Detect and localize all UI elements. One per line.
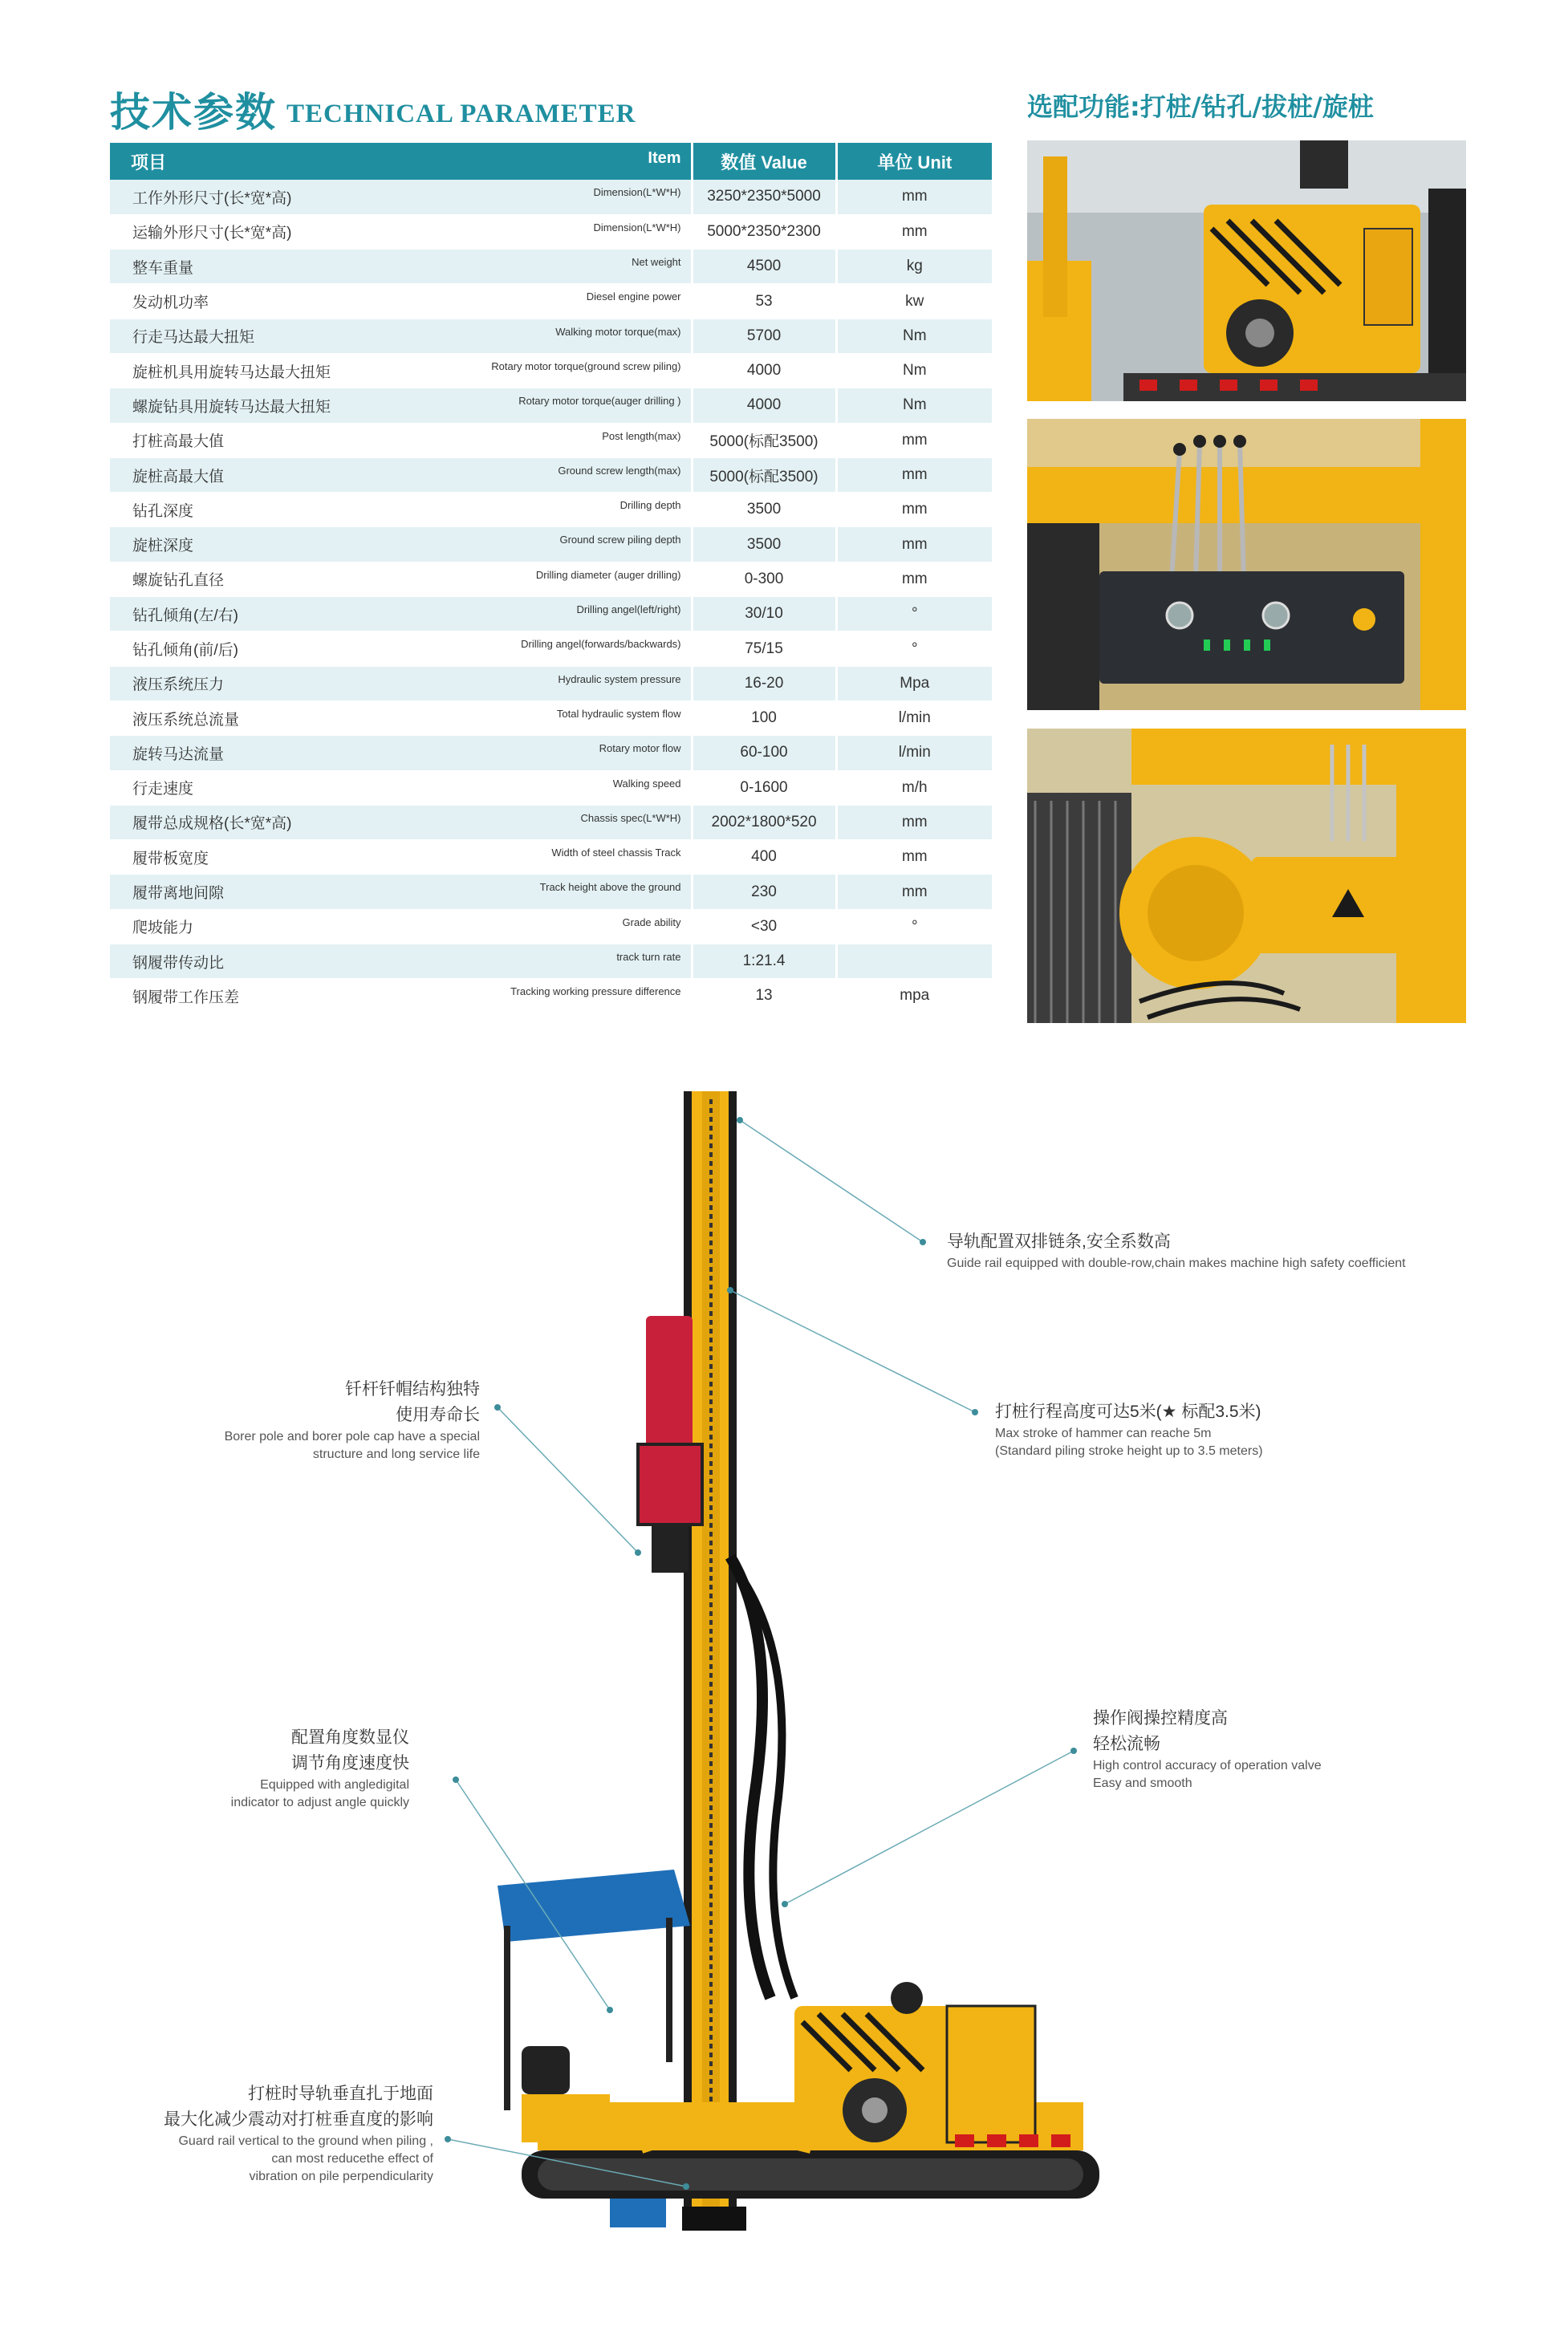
param-unit: kg [836, 250, 992, 284]
header-item [110, 143, 692, 180]
table-row [110, 909, 992, 944]
param-unit: ° [836, 597, 992, 631]
param-unit: Mpa [836, 666, 992, 700]
param-name-cn: 发动机功率 [110, 284, 351, 319]
table-row [110, 805, 992, 839]
param-name-cn: 液压系统压力 [110, 666, 351, 700]
header-item-cn: 项目 [131, 152, 167, 173]
callout-stroke-en1: Max stroke of hammer can reache 5m [995, 1427, 1212, 1440]
param-unit: mm [836, 493, 992, 527]
param-name-en: Rotary motor torque(ground screw piling) [351, 353, 692, 388]
param-unit: mm [836, 840, 992, 875]
param-value: 30/10 [692, 597, 836, 631]
param-unit: Nm [836, 319, 992, 353]
callout-angle-cn1: 配置角度数显仪 [291, 1728, 409, 1747]
param-value: 0-1600 [692, 770, 836, 805]
param-value: 5000*2350*2300 [692, 214, 836, 249]
table-header-row [110, 143, 992, 180]
callout-angle-en2: indicator to adjust angle quickly [230, 1796, 409, 1809]
table-row [110, 180, 992, 214]
param-value: 2002*1800*520 [692, 805, 836, 839]
header-item-en: Item [648, 148, 681, 167]
callout-angle-indicator [185, 1725, 409, 1812]
param-unit: mm [836, 423, 992, 457]
param-name-en: Tracking working pressure difference [351, 979, 692, 1013]
table-row [110, 284, 992, 319]
param-value: 53 [692, 284, 836, 319]
param-unit: kw [836, 284, 992, 319]
table-row [110, 562, 992, 596]
table-row [110, 250, 992, 284]
callout-borer-cn1: 钎杆钎帽结构独特 [345, 1380, 480, 1399]
param-name-en: Chassis spec(L*W*H) [351, 805, 692, 839]
param-name-cn: 打桩高最大值 [110, 423, 351, 457]
param-unit: l/min [836, 700, 992, 735]
table-row [110, 944, 992, 979]
param-unit: l/min [836, 736, 992, 770]
param-name-en: Total hydraulic system flow [351, 700, 692, 735]
param-value: 4000 [692, 388, 836, 423]
param-value: 400 [692, 840, 836, 875]
callout-angle-cn2: 调节角度速度快 [291, 1754, 409, 1772]
param-name-en: Walking motor torque(max) [351, 319, 692, 353]
section-title-cn: 技术参数 [110, 89, 277, 136]
param-name-cn: 旋桩深度 [110, 527, 351, 562]
param-name-cn: 旋转马达流量 [110, 736, 351, 770]
param-value: 16-20 [692, 666, 836, 700]
param-value: 1:21.4 [692, 944, 836, 979]
callout-guide-rail [947, 1229, 1406, 1273]
table-row [110, 319, 992, 353]
table-row [110, 736, 992, 770]
callout-valve [1093, 1706, 1322, 1793]
param-unit [836, 944, 992, 979]
callout-borer [185, 1377, 480, 1464]
param-name-en: Drilling depth [351, 493, 692, 527]
param-value: 5000(标配3500) [692, 423, 836, 457]
section-title-en: TECHNICAL PARAMETER [286, 99, 636, 128]
table-row [110, 631, 992, 666]
param-value: 230 [692, 875, 836, 909]
callout-valve-cn1: 操作阀操控精度高 [1093, 1709, 1228, 1728]
param-name-cn: 运输外形尺寸(长*宽*高) [110, 214, 351, 249]
callout-guide-rail-en: Guide rail equipped with double-row,chain makes machine high safety coefficient [947, 1257, 1406, 1270]
param-value: 13 [692, 979, 836, 1013]
control-panel-photo [1027, 419, 1466, 710]
param-unit: mm [836, 875, 992, 909]
param-name-cn: 液压系统总流量 [110, 700, 351, 735]
callout-valve-en1: High control accuracy of operation valve [1093, 1759, 1322, 1772]
param-value: 5000(标配3500) [692, 457, 836, 492]
table-row [110, 840, 992, 875]
param-unit: Nm [836, 353, 992, 388]
param-name-en: Track height above the ground [351, 875, 692, 909]
param-value: 3500 [692, 527, 836, 562]
param-name-en: Dimension(L*W*H) [351, 180, 692, 214]
param-name-cn: 螺旋钻孔直径 [110, 562, 351, 596]
callout-borer-en2: structure and long service life [312, 1448, 480, 1461]
param-name-cn: 爬坡能力 [110, 909, 351, 944]
param-value: 3500 [692, 493, 836, 527]
table-row [110, 527, 992, 562]
callout-guide-rail-cn: 导轨配置双排链条,安全系数高 [947, 1232, 1171, 1251]
param-unit: m/h [836, 770, 992, 805]
param-name-cn: 履带总成规格(长*宽*高) [110, 805, 351, 839]
callout-stroke [995, 1399, 1263, 1460]
param-name-en: Hydraulic system pressure [351, 666, 692, 700]
param-name-en: Grade ability [351, 909, 692, 944]
table-row [110, 353, 992, 388]
param-name-en: Ground screw piling depth [351, 527, 692, 562]
param-name-en: Dimension(L*W*H) [351, 214, 692, 249]
table-row [110, 493, 992, 527]
param-name-cn: 钻孔倾角(左/右) [110, 597, 351, 631]
param-name-cn: 钻孔倾角(前/后) [110, 631, 351, 666]
options-title: 选配功能:打桩/钻孔/拔桩/旋桩 [1027, 91, 1374, 122]
param-name-cn: 钢履带传动比 [110, 944, 351, 979]
table-row [110, 700, 992, 735]
technical-parameter-table [110, 143, 992, 1014]
param-name-cn: 钢履带工作压差 [110, 979, 351, 1013]
table-row [110, 875, 992, 909]
table-row [110, 423, 992, 457]
param-name-en: Walking speed [351, 770, 692, 805]
table-row [110, 979, 992, 1013]
param-name-cn: 旋桩高最大值 [110, 457, 351, 492]
param-unit: ° [836, 631, 992, 666]
param-unit: mm [836, 457, 992, 492]
param-name-cn: 整车重量 [110, 250, 351, 284]
param-name-en: Drilling diameter (auger drilling) [351, 562, 692, 596]
param-value: 75/15 [692, 631, 836, 666]
param-unit: mm [836, 562, 992, 596]
param-name-cn: 钻孔深度 [110, 493, 351, 527]
param-name-en: Drilling angel(left/right) [351, 597, 692, 631]
param-unit: mm [836, 805, 992, 839]
param-value: 5700 [692, 319, 836, 353]
param-value: 100 [692, 700, 836, 735]
param-name-en: Rotary motor torque(auger drilling ) [351, 388, 692, 423]
param-value: 4000 [692, 353, 836, 388]
param-name-en: Net weight [351, 250, 692, 284]
param-unit: Nm [836, 388, 992, 423]
param-name-en: track turn rate [351, 944, 692, 979]
param-name-en: Width of steel chassis Track [351, 840, 692, 875]
param-unit: mm [836, 214, 992, 249]
table-row [110, 388, 992, 423]
param-name-cn: 行走马达最大扭矩 [110, 319, 351, 353]
table-row [110, 666, 992, 700]
table-row [110, 770, 992, 805]
param-name-en: Drilling angel(forwards/backwards) [351, 631, 692, 666]
callout-valve-cn2: 轻松流畅 [1093, 1735, 1160, 1753]
callout-stroke-en2: (Standard piling stroke height up to 3.5 meters) [995, 1444, 1263, 1458]
callout-vertical-en1: Guard rail vertical to the ground when piling , [178, 2134, 433, 2148]
param-unit: mm [836, 180, 992, 214]
callout-vertical-cn2: 最大化减少震动对打桩垂直度的影响 [164, 2110, 433, 2129]
param-name-cn: 螺旋钻具用旋转马达最大扭矩 [110, 388, 351, 423]
callout-vertical-rail [104, 2081, 433, 2186]
param-name-cn: 旋桩机具用旋转马达最大扭矩 [110, 353, 351, 388]
header-unit: 单位 Unit [836, 143, 992, 180]
param-unit: mm [836, 527, 992, 562]
param-name-en: Ground screw length(max) [351, 457, 692, 492]
param-value: <30 [692, 909, 836, 944]
table-row [110, 214, 992, 249]
rotary-motor-photo [1027, 729, 1466, 1023]
callout-borer-en1: Borer pole and borer pole cap have a special [224, 1430, 480, 1443]
param-unit: ° [836, 909, 992, 944]
param-name-cn: 履带离地间隙 [110, 875, 351, 909]
param-value: 0-300 [692, 562, 836, 596]
param-name-cn: 工作外形尺寸(长*宽*高) [110, 180, 351, 214]
param-name-en: Post length(max) [351, 423, 692, 457]
callout-vertical-en3: vibration on pile perpendicularity [249, 2170, 433, 2183]
table-row [110, 597, 992, 631]
param-name-en: Rotary motor flow [351, 736, 692, 770]
callout-vertical-en2: can most reducethe effect of [271, 2152, 433, 2166]
param-value: 60-100 [692, 736, 836, 770]
param-name-cn: 行走速度 [110, 770, 351, 805]
callout-valve-en2: Easy and smooth [1093, 1776, 1192, 1790]
callout-angle-en1: Equipped with angledigital [260, 1778, 409, 1792]
callout-borer-cn2: 使用寿命长 [396, 1406, 480, 1424]
callout-vertical-cn1: 打桩时导轨垂直扎于地面 [248, 2085, 433, 2103]
param-name-cn: 履带板宽度 [110, 840, 351, 875]
table-row [110, 457, 992, 492]
param-value: 3250*2350*5000 [692, 180, 836, 214]
header-value: 数值 Value [692, 143, 836, 180]
engine-photo [1027, 140, 1466, 401]
param-name-en: Diesel engine power [351, 284, 692, 319]
param-value: 4500 [692, 250, 836, 284]
param-unit: mpa [836, 979, 992, 1013]
callout-stroke-cn: 打桩行程高度可达5米(★ 标配3.5米) [995, 1403, 1261, 1421]
